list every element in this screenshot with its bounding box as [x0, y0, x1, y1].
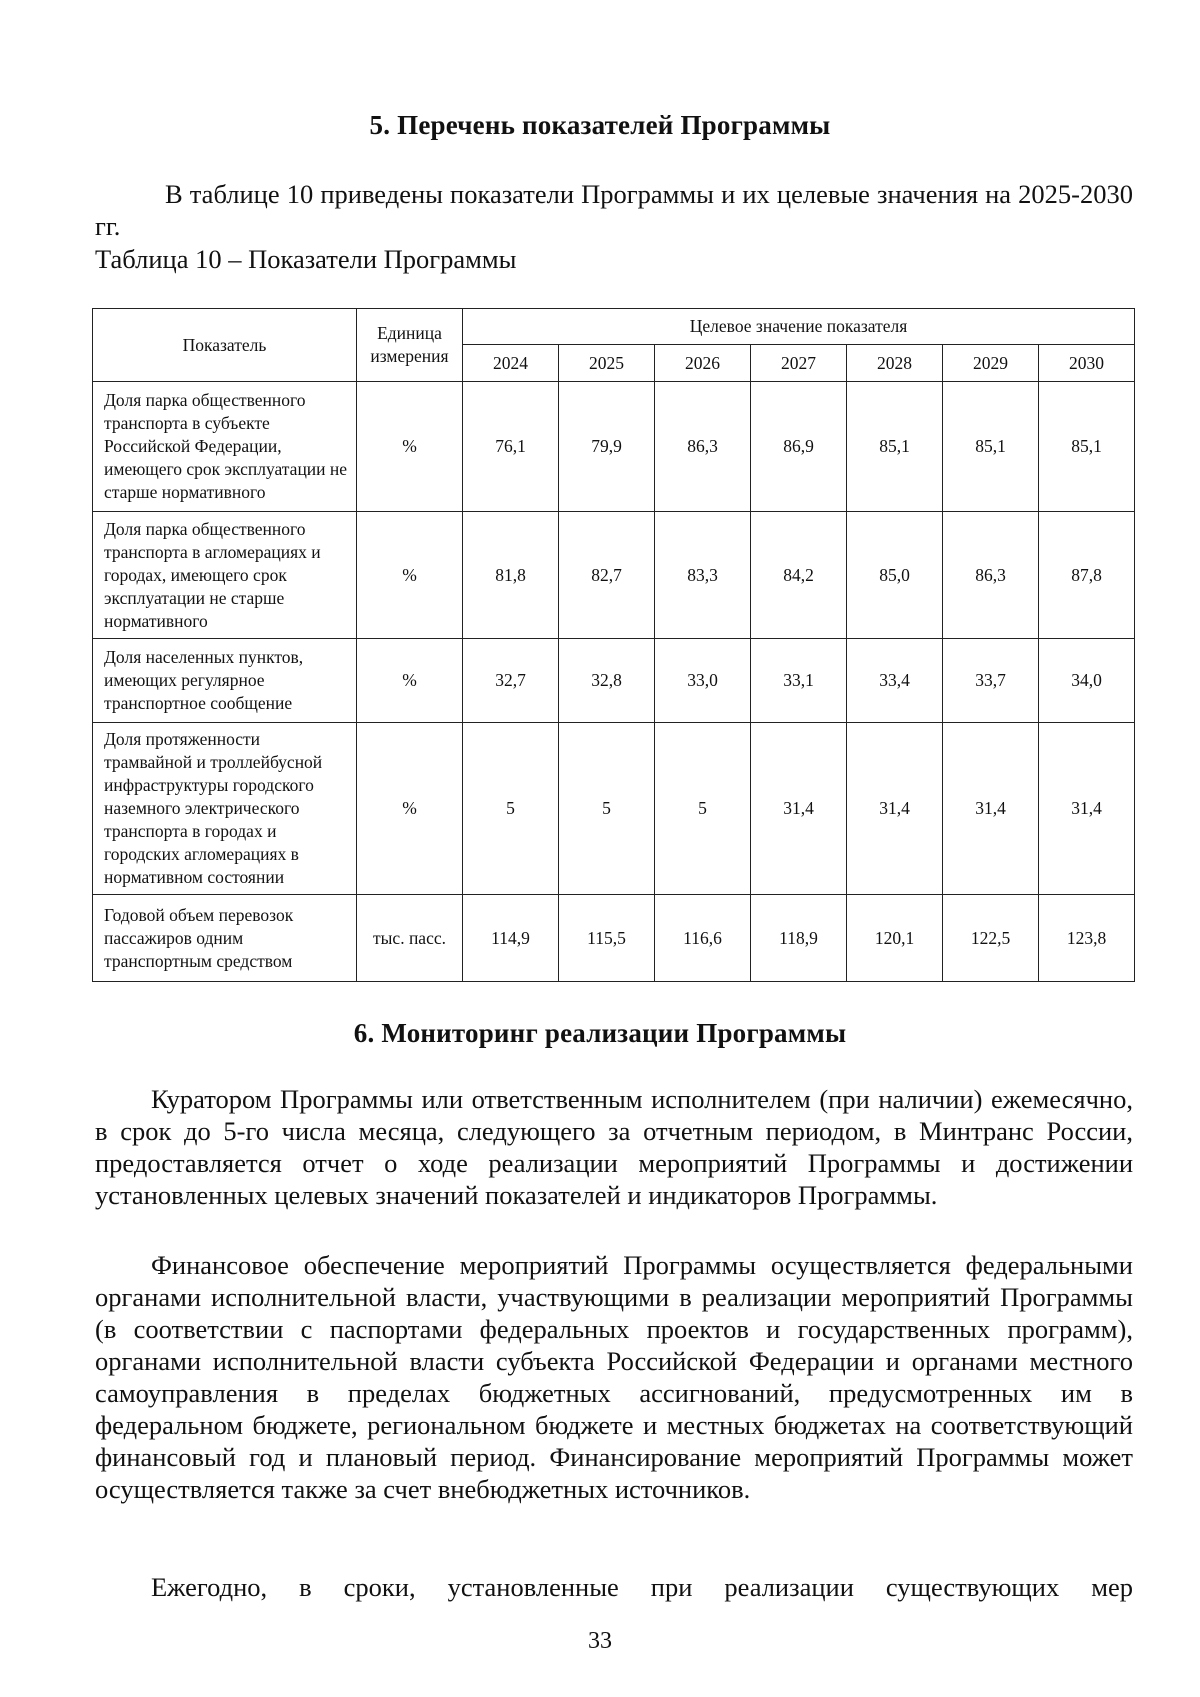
header-target-value: Целевое значение показателя	[463, 309, 1135, 345]
indicator-unit: тыс. пасс.	[357, 895, 463, 982]
table-row	[93, 382, 1135, 512]
indicator-value: 5	[559, 723, 655, 895]
indicator-value: 86,3	[943, 512, 1039, 639]
section-5-heading: 5. Перечень показателей Программы	[369, 110, 831, 140]
indicator-value: 33,4	[847, 639, 943, 723]
indicator-value: 33,7	[943, 639, 1039, 723]
indicator-value: 33,1	[751, 639, 847, 723]
indicator-name: Доля населенных пунктов, имеющих регулярное транспортное сообщение	[93, 639, 357, 723]
indicator-value: 5	[463, 723, 559, 895]
indicator-value: 85,1	[943, 382, 1039, 512]
section-6-heading: 6. Мониторинг реализации Программы	[353, 1018, 847, 1048]
indicator-value: 85,1	[1039, 382, 1135, 512]
table-row	[93, 512, 1135, 639]
indicator-unit: %	[357, 382, 463, 512]
indicator-value: 86,9	[751, 382, 847, 512]
indicator-value: 76,1	[463, 382, 559, 512]
indicator-value: 31,4	[847, 723, 943, 895]
indicator-value: 79,9	[559, 382, 655, 512]
indicator-value: 118,9	[751, 895, 847, 982]
indicators-table	[92, 308, 1135, 982]
indicator-unit: %	[357, 512, 463, 639]
indicator-value: 87,8	[1039, 512, 1135, 639]
indicator-value: 114,9	[463, 895, 559, 982]
indicator-value: 122,5	[943, 895, 1039, 982]
indicator-value: 123,8	[1039, 895, 1135, 982]
indicator-value: 34,0	[1039, 639, 1135, 723]
indicator-value: 81,8	[463, 512, 559, 639]
year-header: 2026	[655, 345, 751, 382]
year-header: 2027	[751, 345, 847, 382]
section-6-paragraph-2: Финансовое обеспечение мероприятий Программы осуществляется федеральными органами исполнительной власти, участвующими в реализации мероприятий Программы (в соответствии с паспортами федеральных проектов и государственных программ), органами исполнительной власти субъекта Российской Федерации и органами местного самоуправления в пределах бюджетных ассигнований, предусмотренных им в федеральном бюджете, региональном бюджете и местных бюджетах на соответствующий финансовый год и плановый период. Финансирование мероприятий Программы может осуществляется также за счет внебюджетных источников.	[95, 1250, 1133, 1504]
indicator-name: Годовой объем перевозок пассажиров одним транспортным средством	[93, 895, 357, 982]
indicator-name: Доля протяженности трамвайной и троллейбусной инфраструктуры городского наземного электрического транспорта в городах и городских агломерациях в нормативном состоянии	[93, 723, 357, 895]
indicator-value: 85,1	[847, 382, 943, 512]
indicator-value: 31,4	[1039, 723, 1135, 895]
section-6-paragraph-3: Ежегодно, в сроки, установленные при реализации существующих мер	[151, 1572, 1133, 1602]
indicator-value: 33,0	[655, 639, 751, 723]
table-header-row	[93, 309, 1135, 345]
year-header: 2028	[847, 345, 943, 382]
indicator-value: 83,3	[655, 512, 751, 639]
indicator-value: 86,3	[655, 382, 751, 512]
section-5-intro: В таблице 10 приведены показатели Программы и их целевые значения на 2025-2030 гг.	[95, 179, 1133, 241]
indicator-value: 85,0	[847, 512, 943, 639]
indicator-value: 32,8	[559, 639, 655, 723]
table-caption: Таблица 10 – Показатели Программы	[95, 244, 517, 274]
indicator-value: 82,7	[559, 512, 655, 639]
header-indicator: Показатель	[93, 309, 357, 382]
table-row	[93, 639, 1135, 723]
indicator-name: Доля парка общественного транспорта в агломерациях и городах, имеющего срок эксплуатации не старше нормативного	[93, 512, 357, 639]
header-unit: Единица измерения	[357, 309, 463, 382]
year-header: 2030	[1039, 345, 1135, 382]
year-header: 2029	[943, 345, 1039, 382]
indicator-unit: %	[357, 723, 463, 895]
indicator-value: 120,1	[847, 895, 943, 982]
indicator-value: 116,6	[655, 895, 751, 982]
table-row	[93, 895, 1135, 982]
table-row	[93, 723, 1135, 895]
page-number: 33	[588, 1628, 612, 1654]
indicator-unit: %	[357, 639, 463, 723]
section-6-paragraph-1: Куратором Программы или ответственным исполнителем (при наличии) ежемесячно, в срок до 5-го числа месяца, следующего за отчетным периодом, в Минтранс России, предоставляется отчет о ходе реализации мероприятий Программы и достижении установленных целевых значений показателей и индикаторов Программы.	[95, 1084, 1133, 1210]
indicator-value: 31,4	[751, 723, 847, 895]
indicator-value: 32,7	[463, 639, 559, 723]
year-header: 2024	[463, 345, 559, 382]
indicator-value: 84,2	[751, 512, 847, 639]
year-header: 2025	[559, 345, 655, 382]
indicator-value: 5	[655, 723, 751, 895]
indicator-value: 31,4	[943, 723, 1039, 895]
indicator-value: 115,5	[559, 895, 655, 982]
indicator-name: Доля парка общественного транспорта в субъекте Российской Федерации, имеющего срок эксплуатации не старше нормативного	[93, 382, 357, 512]
